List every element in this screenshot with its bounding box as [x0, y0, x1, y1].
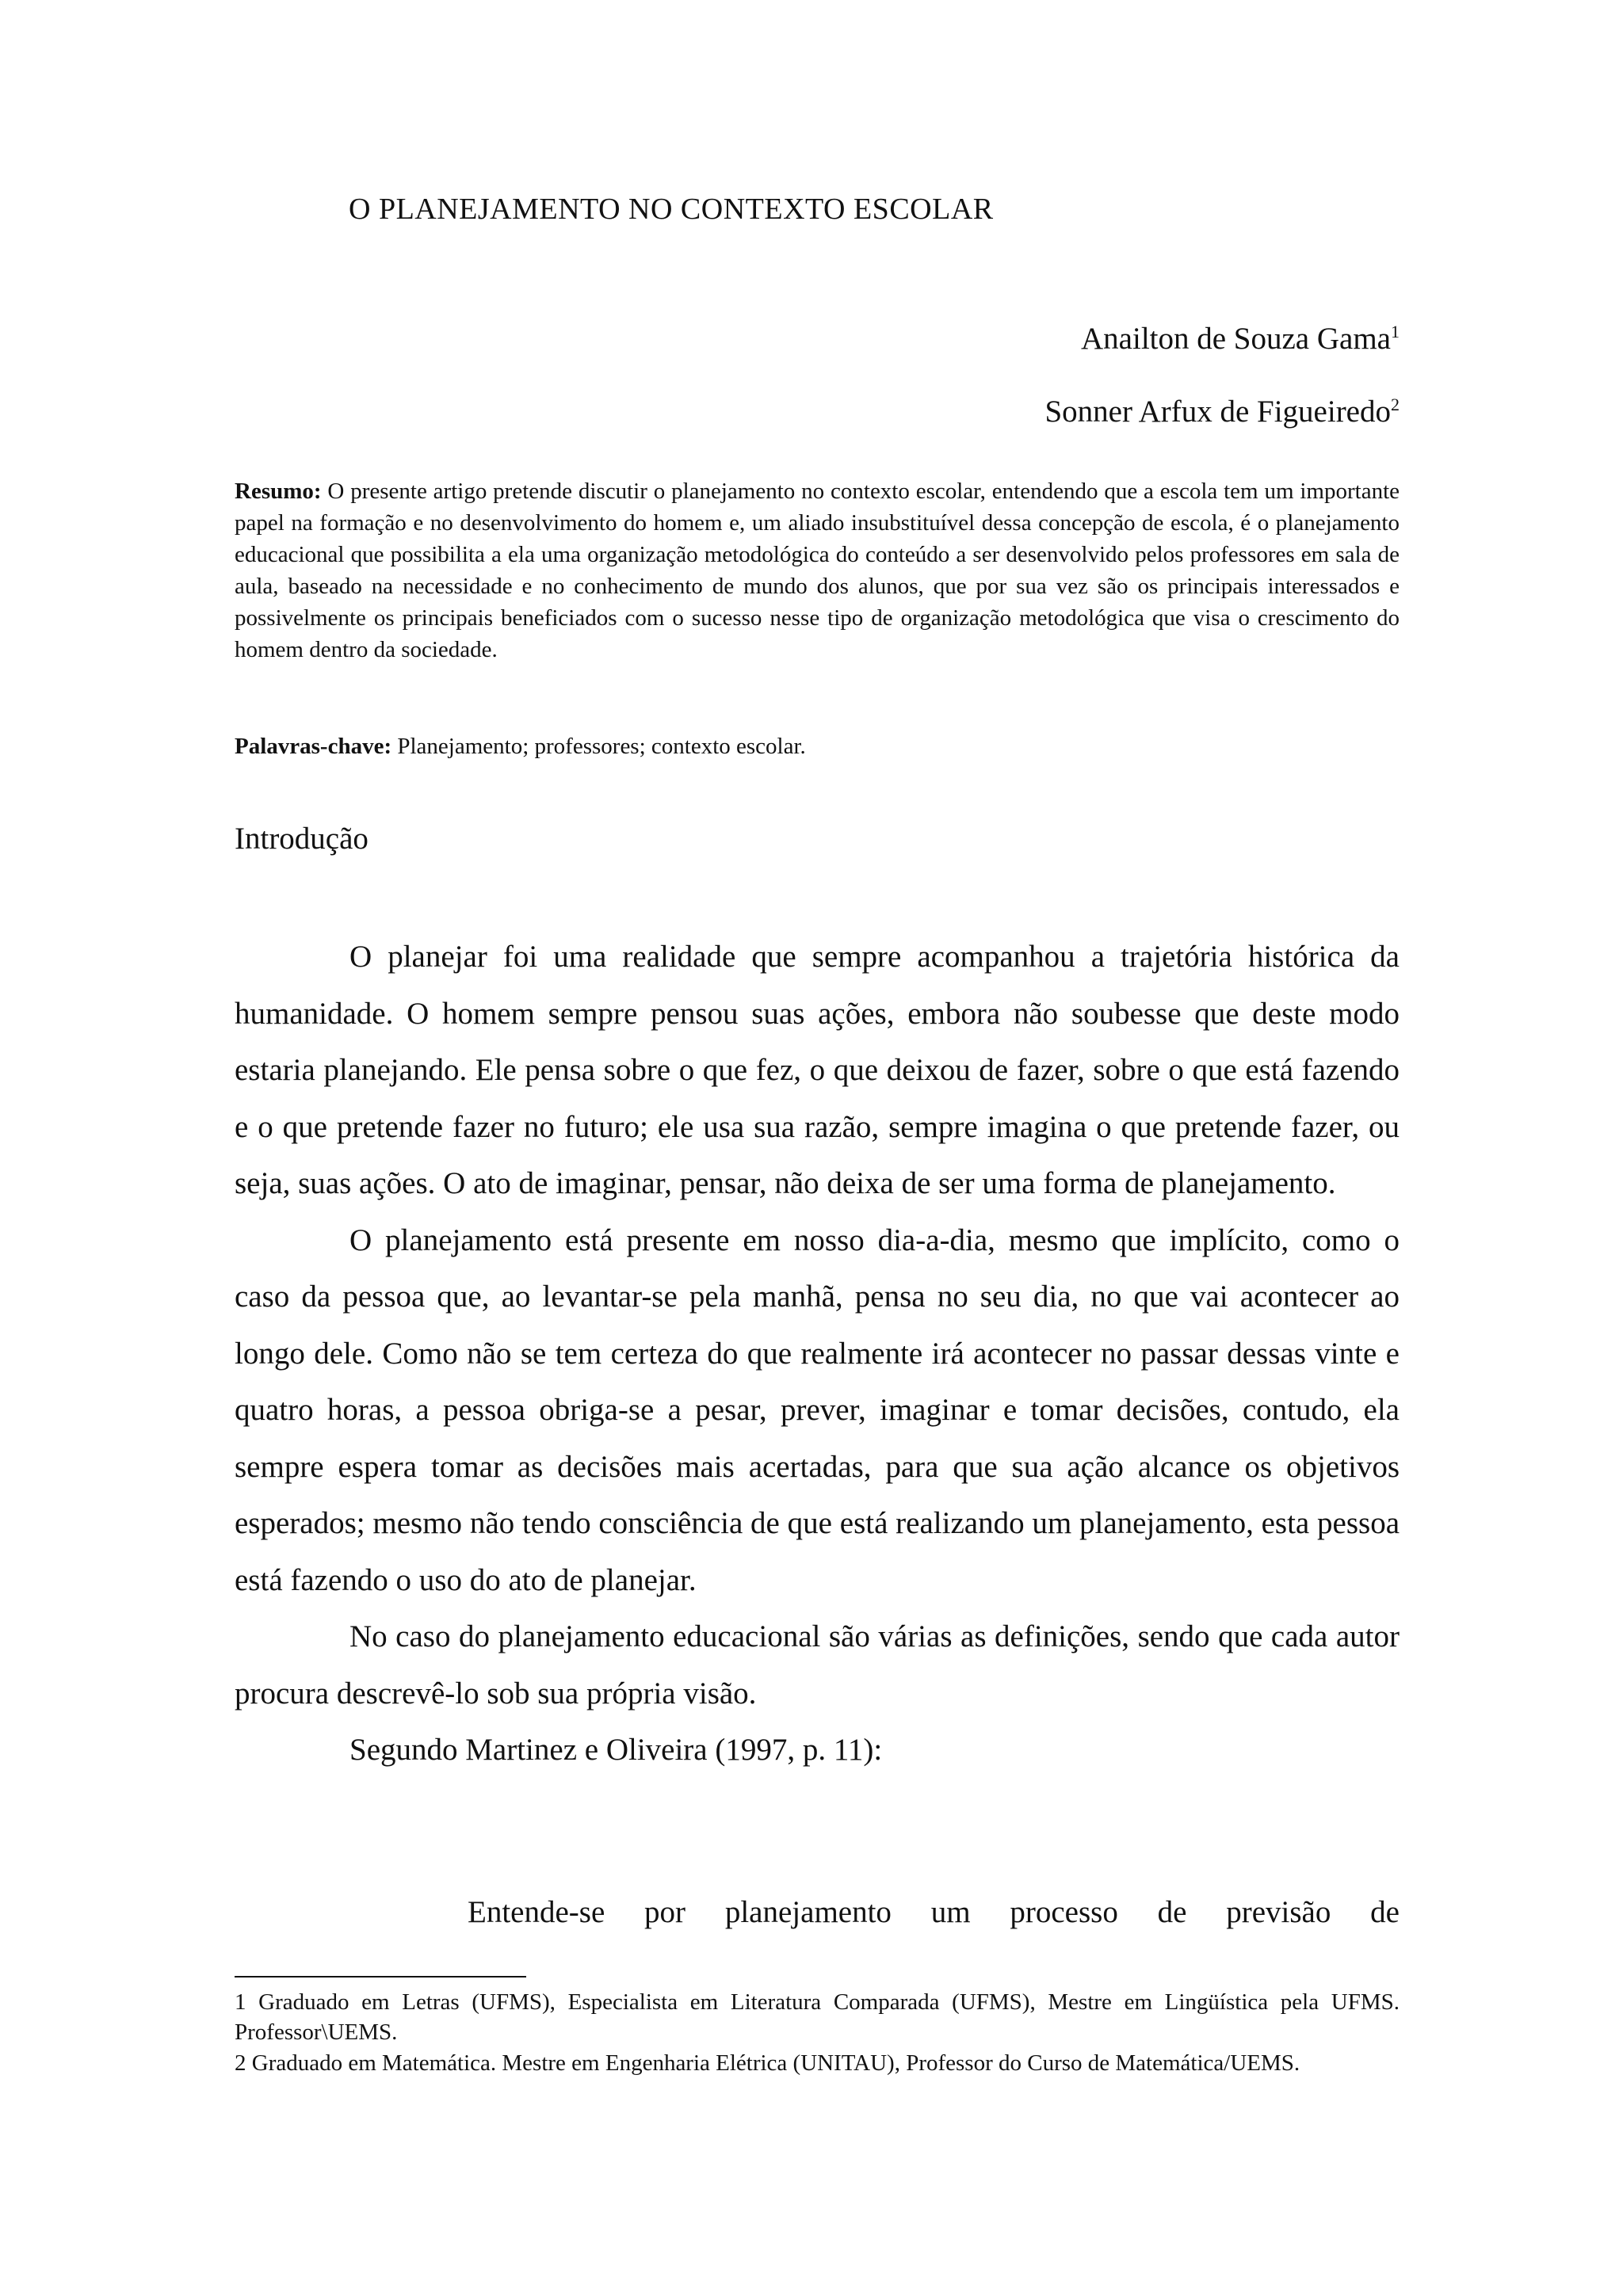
abstract-label: Resumo:: [235, 479, 322, 504]
footnote-marker: 1: [1391, 322, 1400, 341]
footnote-marker: 2: [1391, 395, 1400, 414]
block-quote: Entende-se por planejamento um processo de previsão de: [468, 1895, 1400, 1929]
keywords-label: Palavras-chave:: [235, 734, 392, 759]
paragraph: O planejamento está presente em nosso dia-a-dia, mesmo que implícito, como o caso da pessoa que, ao levantar-se pela manhã, pensa no seu dia, no que vai acontecer ao longo dele. Como não se tem certeza do que realmente irá acontecer no passar dessas vinte e quatro horas, a pessoa obriga-se a pesar, prever, imaginar e tomar decisões, contudo, ela sempre espera tomar as decisões mais acertadas, para que sua ação alcance os objetivos esperados; mesmo não tendo consciência de que está realizando um planejamento, esta pessoa está fazendo o uso do ato de planejar.: [235, 1222, 1400, 1597]
keywords-text: Planejamento; professores; contexto escolar.: [397, 734, 806, 759]
author-name: Sonner Arfux de Figueiredo: [1044, 395, 1391, 429]
article-title: O PLANEJAMENTO NO CONTEXTO ESCOLAR: [349, 193, 994, 226]
footnote: 2 Graduado em Matemática. Mestre em Engenharia Elétrica (UNITAU), Professor do Curso de Matemática/UEMS.: [235, 2050, 1300, 2076]
author-name: Anailton de Souza Gama: [1081, 322, 1391, 356]
body-text: [235, 929, 1400, 1779]
section-heading: Introdução: [235, 822, 369, 856]
author-2: [1044, 376, 1400, 448]
paragraph: Segundo Martinez e Oliveira (1997, p. 11):: [349, 1733, 883, 1767]
author-block: [1044, 303, 1400, 448]
abstract: [235, 475, 1400, 666]
footnote-divider: [235, 1976, 526, 1978]
keywords: [235, 730, 1400, 762]
abstract-text: O presente artigo pretende discutir o planejamento no contexto escolar, entendendo que a escola tem um importante papel na formação e no desenvolvimento do homem e, um aliado insubstituível dessa concepção de escola, é o planejamento educacional que possibilita a ela uma organização metodológica do conteúdo a ser desenvolvido pelos professores em sala de aula, baseado na necessidade e no conhecimento de mundo dos alunos, que por sua vez são os principais interessados e possivelmente os principais beneficiados com o sucesso nesse tipo de organização metodológica que visa o crescimento do homem dentro da sociedade.: [235, 479, 1400, 662]
footnotes: [235, 1987, 1400, 2079]
footnote: 1 Graduado em Letras (UFMS), Especialista em Literatura Comparada (UFMS), Mestre em Lingüística pela UFMS. Professor\UEMS.: [235, 1989, 1400, 2045]
paragraph: No caso do planejamento educacional são várias as definições, sendo que cada autor procura descrevê-lo sob sua própria visão.: [235, 1619, 1400, 1711]
paragraph: O planejar foi uma realidade que sempre acompanhou a trajetória histórica da humanidade. O homem sempre pensou suas ações, embora não soubesse que deste modo estaria planejando. Ele pensa sobre o que fez, o que deixou de fazer, sobre o que está fazendo e o que pretende fazer no futuro; ele usa sua razão, sempre imagina o que pretende fazer, ou seja, suas ações. O ato de imaginar, pensar, não deixa de ser uma forma de planejamento.: [235, 940, 1400, 1200]
author-1: [1044, 303, 1400, 376]
